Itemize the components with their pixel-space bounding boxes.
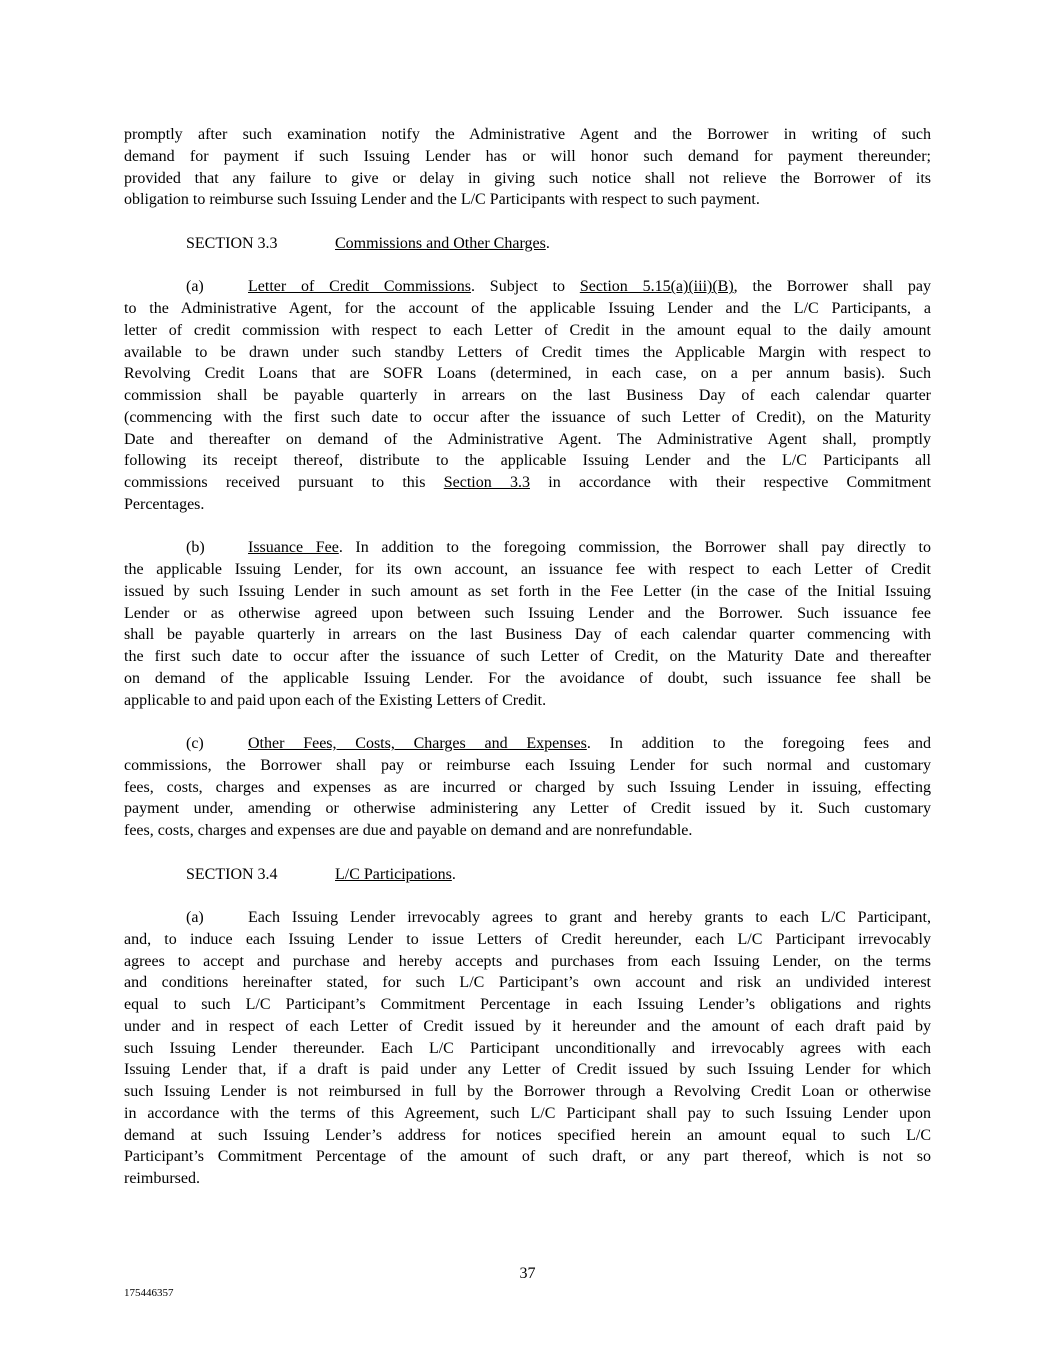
line-text: on demand of the applicable Issuing Lender. For the avoidance of doubt, such issuance fee shall be	[124, 669, 931, 687]
paragraph-label: (a)	[186, 278, 204, 296]
text-line	[124, 168, 931, 190]
line-text: commission shall be payable quarterly in arrears on the last Business Day of each calendar quarter	[124, 387, 931, 404]
text-line	[124, 603, 931, 625]
line-text: in accordance with their respective Commitment	[529, 474, 931, 491]
cross-reference-link[interactable]: Section 3.3	[443, 474, 530, 491]
text-line	[124, 342, 931, 364]
text-line	[124, 820, 931, 842]
subsection-title: Letter of Credit Commissions	[248, 278, 472, 296]
line-text: demand for payment if such Issuing Lender has or will honor such demand for payment thereunder;	[124, 147, 931, 165]
text-line	[124, 907, 931, 929]
paragraph	[124, 276, 931, 515]
line-text: available to be drawn under such standby Letters of Credit times the Applicable Margin with respect to	[124, 343, 931, 361]
text-line	[124, 1146, 931, 1168]
section-heading	[124, 864, 931, 886]
section-title-trail: .	[545, 234, 550, 252]
text-line	[124, 733, 931, 755]
text-line	[124, 972, 931, 994]
section-number: SECTION 3.3	[186, 234, 278, 252]
paragraph-spacer	[124, 255, 931, 277]
text-line	[124, 559, 931, 581]
text-line	[124, 1103, 931, 1125]
text-line	[124, 407, 931, 429]
line-text: and conditions hereinafter stated, for such L/C Participant’s own account and risk an undivided interest	[124, 974, 931, 992]
section-title-link[interactable]: L/C Participations	[335, 865, 452, 883]
section-title-link[interactable]: Commissions and Other Charges	[335, 234, 546, 252]
line-text: demand at such Issuing Lender’s address for notices specified herein an amount equal to such L/C	[124, 1126, 931, 1144]
line-text: such Issuing Lender thereunder. Each L/C Participant unconditionally and irrevocably agrees with each	[124, 1039, 931, 1057]
text-line	[124, 298, 931, 320]
line-text: letter of credit commission with respect to each Letter of Credit in the amount equal to the daily amount	[124, 321, 931, 339]
line-text: . In addition to the foregoing commission, the Borrower shall pay directly to	[338, 539, 931, 557]
paragraph-spacer	[124, 711, 931, 733]
line-text: issued by such Issuing Lender in such amount as set forth in the Fee Letter (in the case of the Initial Issuing	[124, 582, 931, 600]
paragraph	[124, 124, 931, 211]
line-text: . Subject to	[471, 278, 580, 296]
text-line	[124, 581, 931, 603]
text-line	[124, 1059, 931, 1081]
line-text: the applicable Issuing Lender, for its own account, an issuance fee with respect to each Letter of Credit	[124, 561, 931, 578]
line-text: commissions received pursuant to this	[124, 474, 444, 491]
line-text: promptly after such examination notify the Administrative Agent and the Borrower in writing of such	[124, 126, 931, 143]
line-text: and, to induce each Issuing Lender to issue Letters of Credit hereunder, each L/C Participant irrevocably	[124, 930, 931, 948]
paragraph	[124, 907, 931, 1190]
text-line	[124, 472, 931, 494]
paragraph-spacer	[124, 842, 931, 864]
line-text: . In addition to the foregoing fees and	[586, 735, 931, 752]
paragraph-label: (a)	[186, 909, 204, 926]
line-text: obligation to reimburse such Issuing Lender and the L/C Participants with respect to such payment.	[124, 191, 760, 209]
line-text: Each Issuing Lender irrevocably agrees to grant and hereby grants to each L/C Participant,	[248, 909, 931, 926]
section-number: SECTION 3.4	[186, 865, 278, 883]
text-line	[124, 690, 931, 712]
document-body	[124, 124, 931, 1190]
text-line	[124, 624, 931, 646]
line-text: Revolving Credit Loans that are SOFR Loans (determined, in each case, on a per annum basis). Such	[124, 365, 931, 383]
line-text: Participant’s Commitment Percentage of the amount of such draft, or any part thereof, which is not so	[124, 1148, 931, 1166]
text-line	[124, 189, 931, 211]
subsection-title: Issuance Fee	[248, 539, 339, 557]
line-text: commissions, the Borrower shall pay or reimburse each Issuing Lender for such normal and customary	[124, 756, 931, 774]
paragraph-spacer	[124, 211, 931, 233]
line-text: Issuing Lender that, if a draft is paid under any Letter of Credit issued by such Issuing Lender for which	[124, 1061, 931, 1079]
text-line	[124, 994, 931, 1016]
section-heading	[124, 233, 931, 255]
text-line	[124, 1016, 931, 1038]
line-text: equal to such L/C Participant’s Commitment Percentage in each Issuing Lender’s obligations and rights	[124, 996, 931, 1013]
line-text: payment under, amending or otherwise administering any Letter of Credit issued by it. Such customary	[124, 800, 931, 818]
line-text: agrees to accept and purchase and hereby accepts and purchases from each Issuing Lender, on the terms	[124, 952, 931, 970]
section-title-trail: .	[451, 865, 456, 883]
text-line	[124, 146, 931, 168]
paragraph	[124, 733, 931, 842]
line-text: , the Borrower shall pay	[733, 278, 931, 296]
line-text: (commencing with the first such date to occur after the issuance of such Letter of Credit), on the Maturity	[124, 408, 931, 426]
text-line	[124, 951, 931, 973]
text-line	[124, 320, 931, 342]
text-line	[124, 929, 931, 951]
text-line	[124, 668, 931, 690]
line-text: the first such date to occur after the issuance of such Letter of Credit, on the Maturity Date and thereafter	[124, 648, 931, 665]
line-text: reimbursed.	[124, 1170, 200, 1187]
text-line	[124, 1038, 931, 1060]
page-number: 37	[519, 1265, 536, 1282]
text-line	[124, 276, 931, 298]
line-text: under and in respect of each Letter of Credit issued by it hereunder and the amount of each draft paid by	[124, 1017, 931, 1035]
paragraph	[124, 537, 931, 711]
text-line	[124, 363, 931, 385]
text-line	[124, 124, 931, 146]
cross-reference-link[interactable]: Section 5.15(a)(iii)(B)	[579, 278, 734, 296]
line-text: following its receipt thereof, distribute to the applicable Issuing Lender and the L/C Participants all	[124, 452, 931, 470]
text-line	[124, 385, 931, 407]
text-line	[124, 1125, 931, 1147]
text-line	[124, 537, 931, 559]
paragraph-label: (c)	[186, 735, 204, 752]
text-line	[124, 429, 931, 451]
line-text: applicable to and paid upon each of the Existing Letters of Credit.	[124, 691, 547, 709]
line-text: shall be payable quarterly in arrears on the last Business Day of each calendar quarter commencing with	[124, 626, 931, 644]
subsection-title: Other Fees, Costs, Charges and Expenses	[248, 735, 587, 752]
text-line	[124, 777, 931, 799]
line-text: Date and thereafter on demand of the Administrative Agent. The Administrative Agent shall, promptly	[124, 430, 931, 448]
line-text: such Issuing Lender is not reimbursed in full by the Borrower through a Revolving Credit Loan or otherwise	[124, 1083, 931, 1100]
document-id: 175446357	[124, 1287, 174, 1299]
text-line	[124, 1081, 931, 1103]
text-line	[124, 450, 931, 472]
line-text: provided that any failure to give or delay in giving such notice shall not relieve the Borrower of its	[124, 169, 931, 187]
text-line	[124, 494, 931, 516]
line-text: to the Administrative Agent, for the account of the applicable Issuing Lender and the L/C Participants, a	[124, 300, 931, 317]
line-text: in accordance with the terms of this Agreement, such L/C Participant shall pay to such Issuing Lender upon	[124, 1104, 931, 1122]
text-line	[124, 1168, 931, 1190]
paragraph-spacer	[124, 885, 931, 907]
paragraph-label: (b)	[186, 539, 205, 557]
line-text: Percentages.	[124, 495, 205, 513]
text-line	[124, 646, 931, 668]
text-line	[124, 798, 931, 820]
line-text: Lender or as otherwise agreed upon between such Issuing Lender and the Borrower. Such issuance fee	[124, 604, 931, 622]
line-text: fees, costs, charges and expenses as are incurred or charged by such Issuing Lender in issuing, effecting	[124, 778, 931, 796]
paragraph-spacer	[124, 516, 931, 538]
text-line	[124, 755, 931, 777]
line-text: fees, costs, charges and expenses are due and payable on demand and are nonrefundable.	[124, 822, 693, 839]
